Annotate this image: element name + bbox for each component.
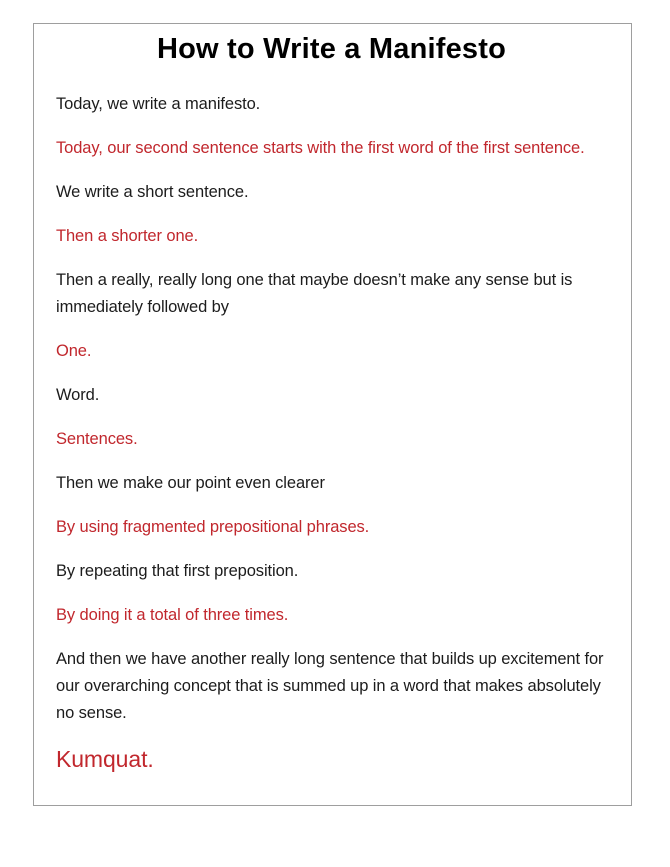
paragraph: Kumquat. (56, 745, 154, 772)
paragraph: Word. (56, 385, 100, 404)
paragraph: By using fragmented prepositional phrases. (56, 517, 370, 536)
paragraph: Sentences. (56, 429, 138, 448)
paragraph: By doing it a total of three times. (56, 605, 289, 624)
manifesto-body (56, 91, 607, 774)
paragraph: Today, we write a manifesto. (56, 94, 261, 113)
paragraph: Then a really, really long one that maybe doesn’t make any sense but is immediately followed by (56, 270, 573, 316)
paragraph: We write a short sentence. (56, 182, 249, 201)
paragraph: Then we make our point even clearer (56, 473, 325, 492)
paragraph: By repeating that first preposition. (56, 561, 299, 580)
paragraph: Today, our second sentence starts with the first word of the first sentence. (56, 138, 585, 157)
paragraph: And then we have another really long sentence that builds up excitement for our overarching concept that is summed up in a word that makes absolutely no sense. (56, 649, 604, 722)
paragraph: Then a shorter one. (56, 226, 199, 245)
manifesto-page (33, 23, 632, 806)
paragraph: One. (56, 341, 92, 360)
page-title: How to Write a Manifesto (156, 33, 507, 65)
